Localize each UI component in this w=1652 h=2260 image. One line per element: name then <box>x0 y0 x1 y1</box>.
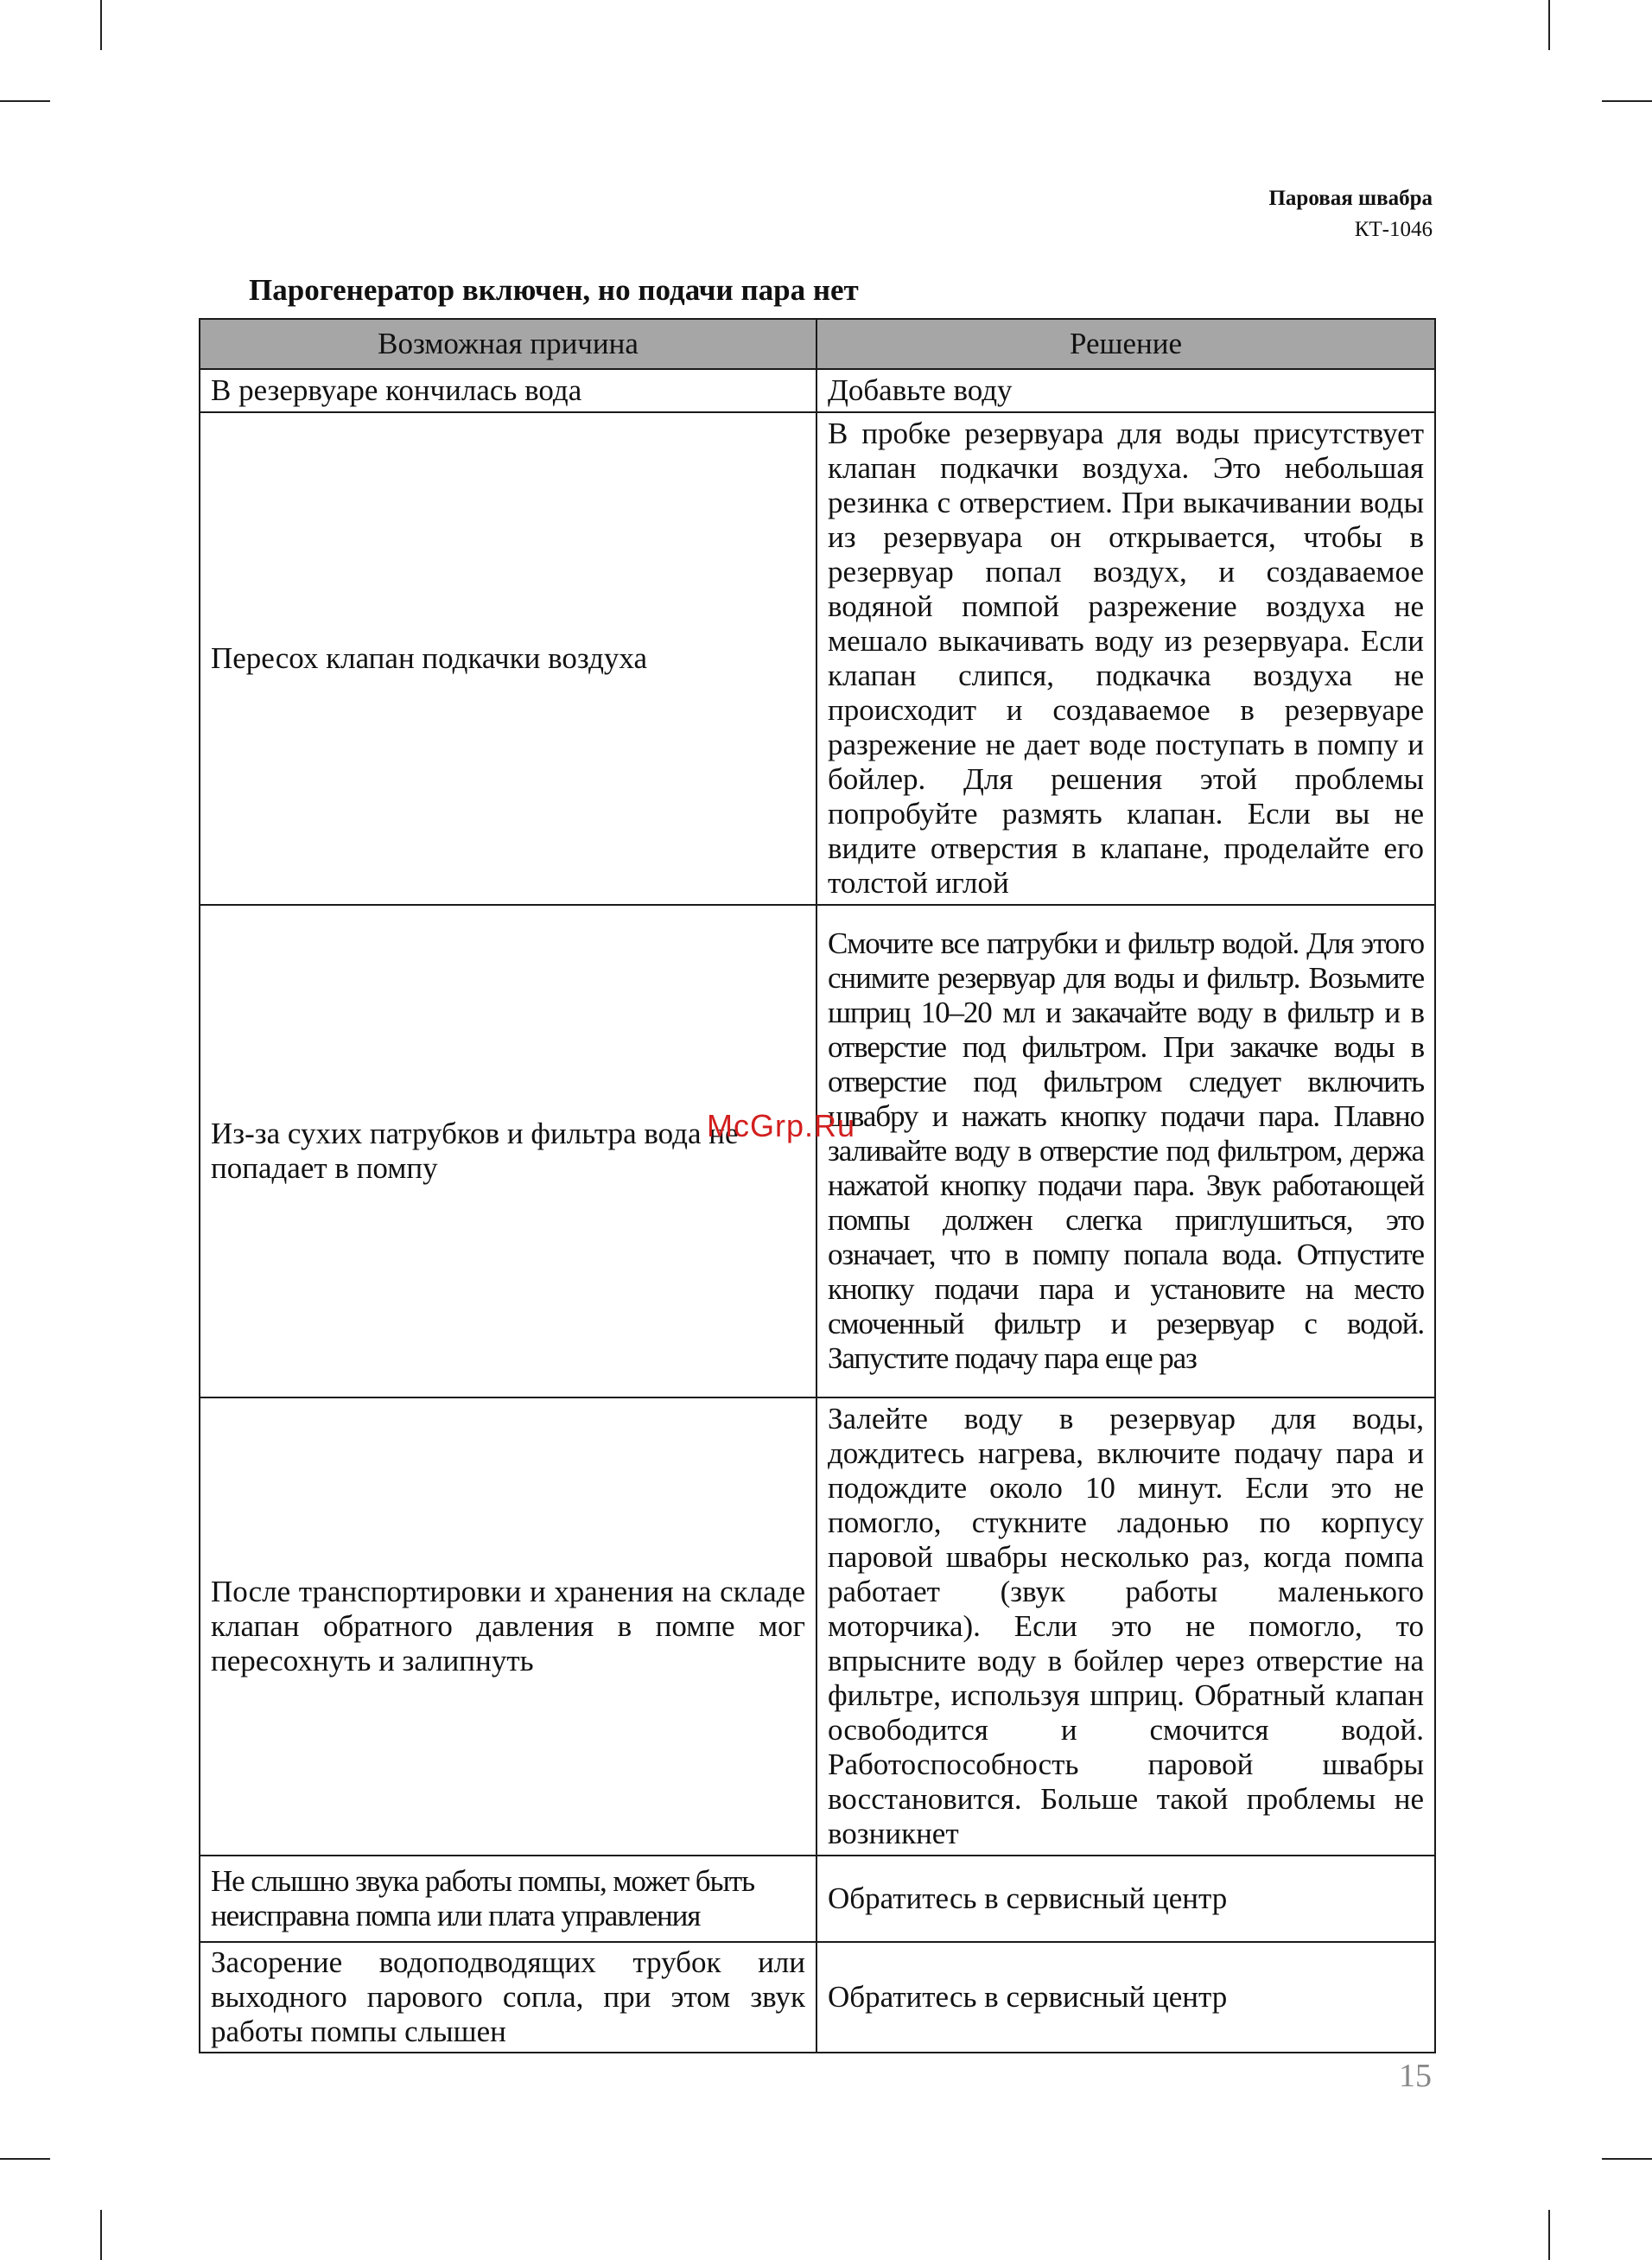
cause-cell: Засорение водоподводящих трубок или выходного парового сопла, при этом звук работы помпы слышен <box>200 1942 816 2053</box>
running-header <box>1268 183 1433 245</box>
solution-cell: Залейте воду в резервуар для воды, дождитесь нагрева, включите подачу пара и подождите около 10 минут. Если это не помогло, стукните ладонью по корпусу паровой швабры несколько раз, когда помпа работает (звук работы маленького моторчика). Если это не помогло, то впрысните воду в бойлер через отверстие на фильтре, используя шприц. Обратный клапан освободится и смочится водой. Работоспособность паровой швабры восстановится. Больше такой проблемы не возникнет <box>816 1397 1435 1856</box>
solution-cell: Добавьте воду <box>816 369 1435 412</box>
cause-cell: Не слышно звука работы помпы, может быть неисправна помпа или плата управления <box>200 1856 816 1942</box>
table-row <box>200 1397 1435 1856</box>
solution-cell: В пробке резервуара для воды присутствует клапан подкачки воздуха. Это небольшая резинка с отверстием. При выкачивании воды из резервуара он открывается, чтобы в резервуар попал воздух, и создаваемое водяной помпой разрежение воздуха не мешало выкачивать воду из резервуара. Если клапан слипся, подкачка воздуха не происходит и создаваемое в резервуаре разрежение не дает воде поступать в помпу и бойлер. Для решения этой проблемы попробуйте размять клапан. Если вы не видите отверстия в клапане, проделайте его толстой иглой <box>816 412 1435 905</box>
crop-mark <box>100 0 102 50</box>
solution-cell: Обратитесь в сервисный центр <box>816 1856 1435 1942</box>
crop-mark <box>0 100 50 102</box>
table-header-row <box>200 319 1435 369</box>
crop-mark <box>1548 0 1550 50</box>
column-header-cause: Возможная причина <box>200 319 816 369</box>
crop-mark <box>1602 2158 1652 2160</box>
product-name: Паровая швабра <box>1268 187 1433 210</box>
solution-cell: Обратитесь в сервисный центр <box>816 1942 1435 2053</box>
section-title: Парогенератор включен, но подачи пара нет <box>249 273 859 307</box>
table-row <box>200 1856 1435 1942</box>
solution-cell: Смочите все патрубки и фильтр водой. Для этого снимите резервуар для воды и фильтр. Возьмите шприц 10–20 мл и закачайте воду в фильтр и в отверстие под фильтром. При закачке воды в отверстие под фильтром следует включить швабру и нажать кнопку подачи пара. Плавно заливайте воду в отверстие под фильтром, держа нажатой кнопку подачи пара. Звук работающей помпы должен слегка приглушиться, это означает, что в помпу попала вода. Отпустите кнопку подачи пара и установите на место смоченный фильтр и резервуар с водой. Запустите подачу пара еще раз <box>816 905 1435 1397</box>
cause-cell: Из-за сухих патрубков и фильтра вода не попадает в помпу <box>200 905 816 1397</box>
crop-mark <box>1548 2210 1550 2260</box>
page-number: 15 <box>1399 2058 1432 2094</box>
crop-mark <box>1602 100 1652 102</box>
cause-cell: Пересох клапан подкачки воздуха <box>200 412 816 905</box>
column-header-solution: Решение <box>816 319 1435 369</box>
crop-mark <box>100 2210 102 2260</box>
table-row <box>200 412 1435 905</box>
table-row <box>200 1942 1435 2053</box>
cause-cell: В резервуаре кончилась вода <box>200 369 816 412</box>
table-row <box>200 369 1435 412</box>
troubleshooting-table <box>199 318 1436 2053</box>
watermark: McGrp.Ru <box>707 1108 856 1143</box>
cause-cell: После транспортировки и хранения на складе клапан обратного давления в помпе мог пересохнуть и залипнуть <box>200 1397 816 1856</box>
crop-mark <box>0 2158 50 2160</box>
table-row <box>200 905 1435 1397</box>
model-number: КТ-1046 <box>1354 218 1433 241</box>
